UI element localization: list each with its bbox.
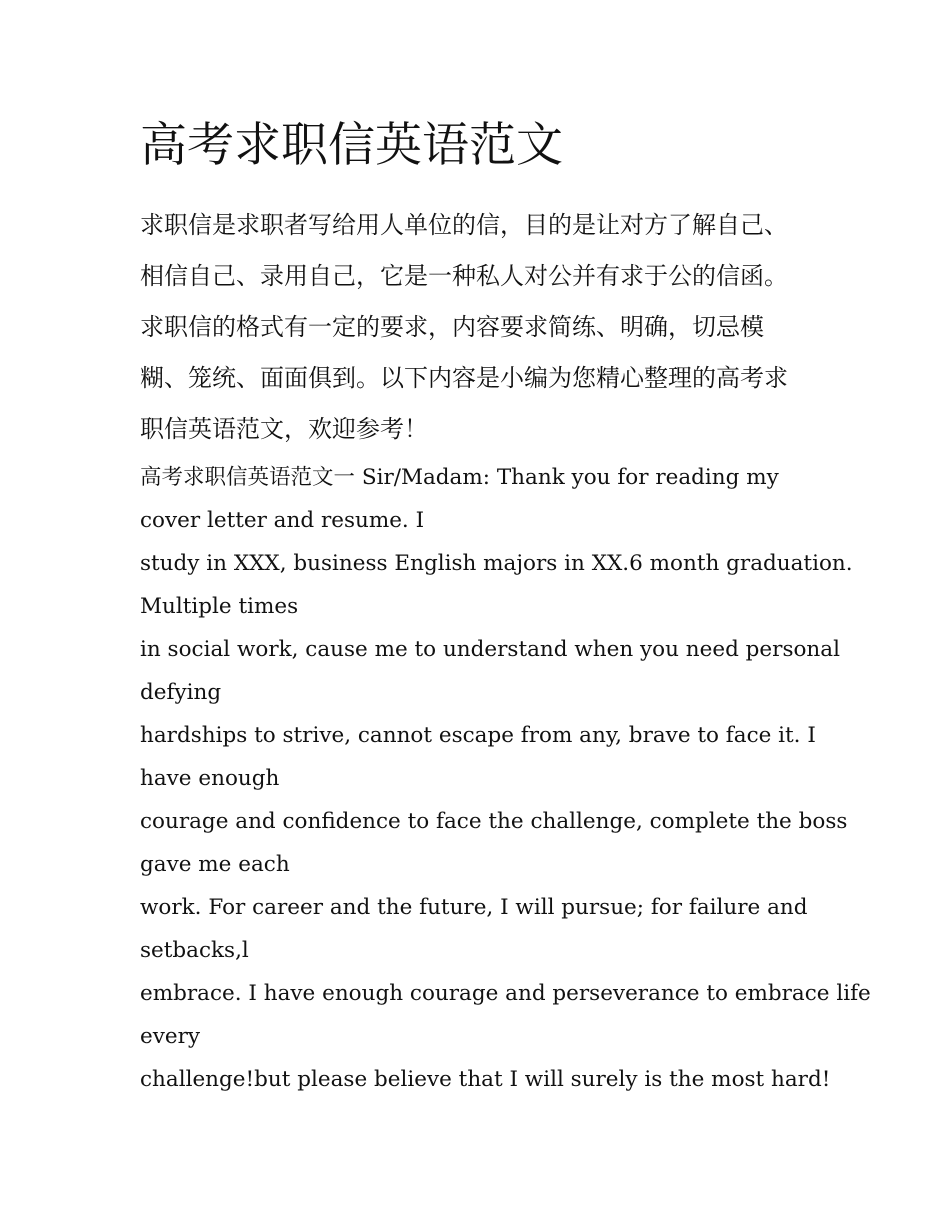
- letter-line: embrace. I have enough courage and perseverance to embrace life: [140, 981, 871, 1006]
- letter-line: challenge!but please believe that I will surely is the most hard!: [140, 1067, 831, 1092]
- intro-line: 相信自己、录用自己，它是一种私人对公并有求于公的信函。: [140, 262, 788, 290]
- letter-line: defying: [140, 680, 222, 705]
- letter-line: hardships to strive, cannot escape from any, brave to face it. I: [140, 723, 816, 748]
- intro-line: 糊、笼统、面面俱到。以下内容是小编为您精心整理的高考求: [140, 364, 788, 392]
- intro-line: 求职信的格式有一定的要求，内容要求简练、明确，切忌模: [140, 313, 764, 341]
- document-title: 高考求职信英语范文: [140, 118, 563, 173]
- letter-line: courage and confidence to face the challenge, complete the boss: [140, 809, 848, 834]
- letter-line: setbacks,l: [140, 938, 249, 963]
- intro-line: 求职信是求职者写给用人单位的信，目的是让对方了解自己、: [140, 211, 788, 239]
- letter-line: 高考求职信英语范文一 Sir/Madam: Thank you for reading my: [140, 465, 779, 490]
- letter-line: in social work, cause me to understand when you need personal: [140, 637, 840, 662]
- letter-line: Multiple times: [140, 594, 299, 619]
- intro-line: 职信英语范文，欢迎参考！: [140, 415, 428, 443]
- letter-line: work. For career and the future, I will pursue; for failure and: [140, 895, 808, 920]
- letter-line: gave me each: [140, 852, 290, 877]
- letter-line: every: [140, 1024, 201, 1049]
- intro-paragraph: [140, 200, 820, 455]
- letter-line: study in XXX, business English majors in XX.6 month graduation.: [140, 551, 853, 576]
- letter-line: cover letter and resume. I: [140, 508, 425, 533]
- letter-line: have enough: [140, 766, 280, 791]
- letter-body: [140, 456, 871, 1101]
